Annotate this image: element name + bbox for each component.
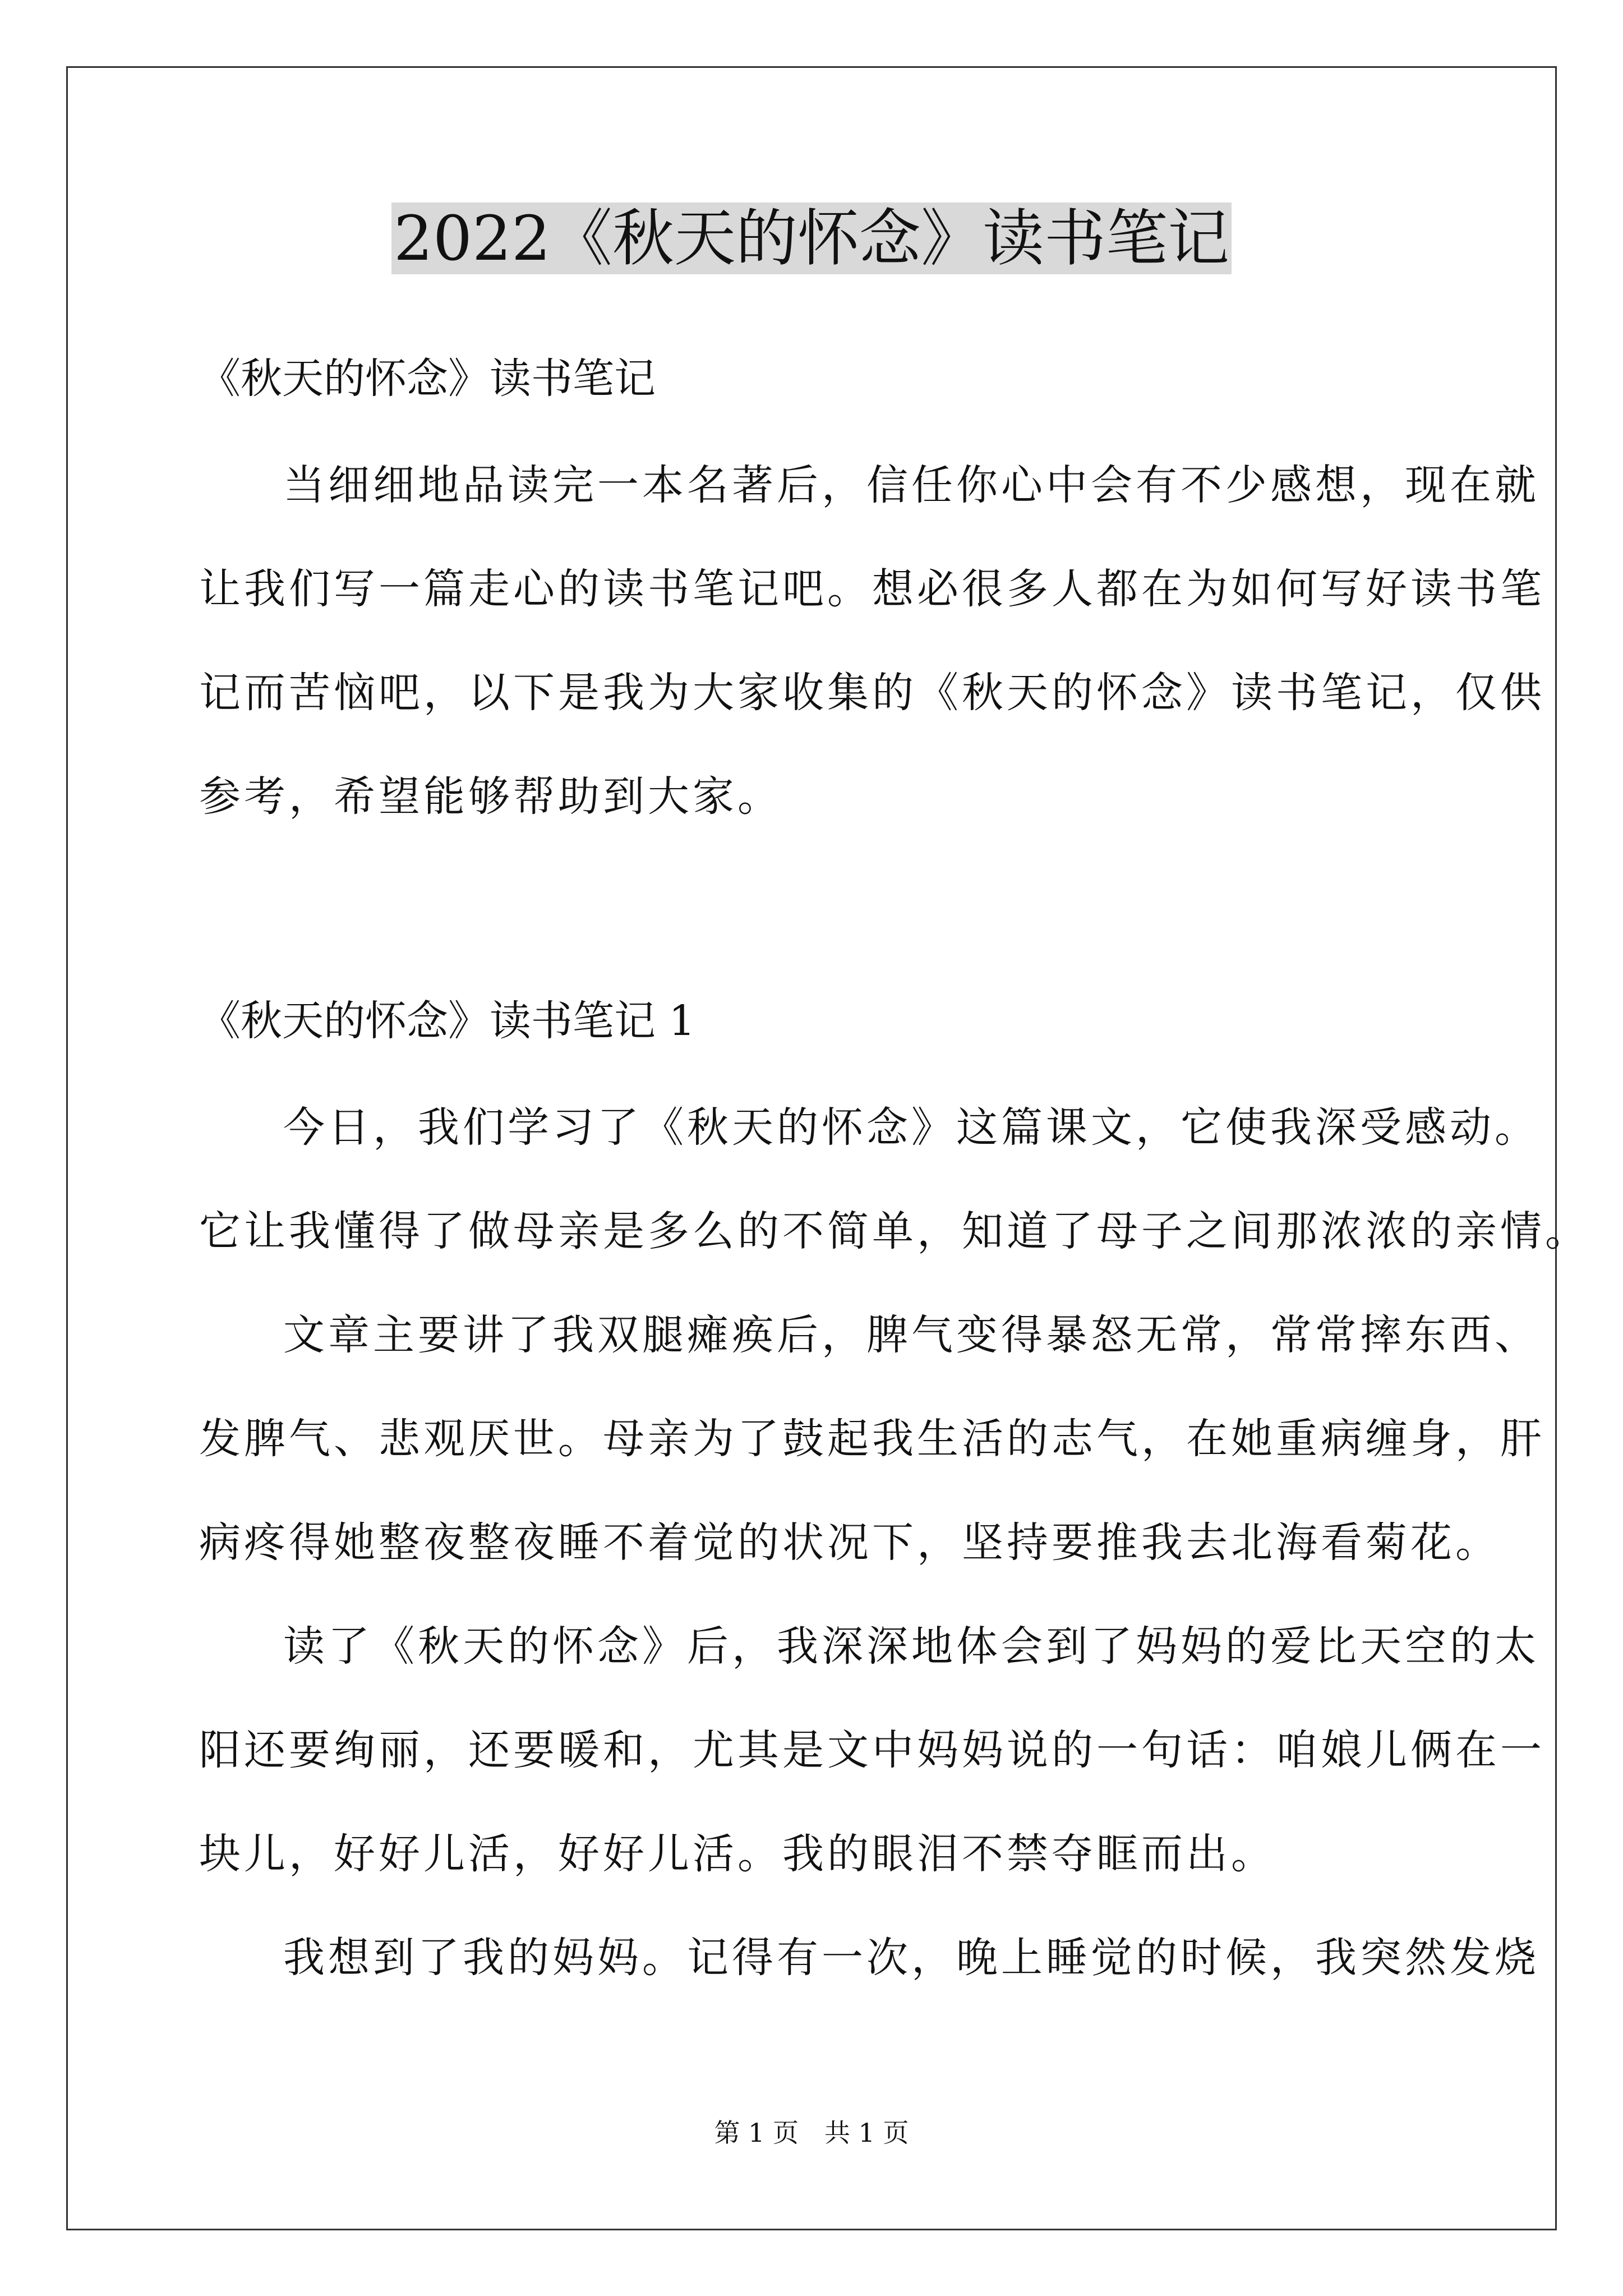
body-line: 发脾气、悲观厌世。母亲为了鼓起我生活的志气，在她重病缠身，肝 bbox=[199, 1415, 1545, 1463]
document-title bbox=[0, 199, 1623, 278]
intro-heading: 《秋天的怀念》读书笔记 bbox=[199, 355, 656, 403]
body-line: 它让我懂得了做母亲是多么的不简单，知道了母子之间那浓浓的亲情。 bbox=[199, 1207, 1590, 1255]
section-heading: 《秋天的怀念》读书笔记 1 bbox=[199, 997, 695, 1045]
body-line: 我想到了我的妈妈。记得有一次，晚上睡觉的时候，我突然发烧 bbox=[283, 1934, 1539, 1982]
page-number-footer: 第 1 页 共 1 页 bbox=[714, 2118, 909, 2148]
body-line: 病疼得她整夜整夜睡不着觉的状况下，坚持要推我去北海看菊花。 bbox=[199, 1519, 1500, 1567]
body-line: 今日，我们学习了《秋天的怀念》这篇课文，它使我深受感动。 bbox=[283, 1103, 1539, 1152]
intro-line: 参考，希望能够帮助到大家。 bbox=[199, 772, 782, 821]
body-line: 读了《秋天的怀念》后，我深深地体会到了妈妈的爱比天空的太 bbox=[283, 1622, 1539, 1671]
body-line: 块儿，好好儿活，好好儿活。我的眼泪不禁夺眶而出。 bbox=[199, 1830, 1276, 1878]
document-title-text: 2022《秋天的怀念》读书笔记 bbox=[391, 203, 1232, 274]
intro-line: 记而苦恼吧，以下是我为大家收集的《秋天的怀念》读书笔记，仅供 bbox=[199, 669, 1545, 717]
intro-line: 当细细地品读完一本名著后，信任你心中会有不少感想，现在就 bbox=[283, 461, 1539, 509]
body-line: 阳还要绚丽，还要暖和，尤其是文中妈妈说的一句话：咱娘儿俩在一 bbox=[199, 1726, 1545, 1774]
intro-line: 让我们写一篇走心的读书笔记吧。想必很多人都在为如何写好读书笔 bbox=[199, 565, 1545, 613]
body-line: 文章主要讲了我双腿瘫痪后，脾气变得暴怒无常，常常摔东西、 bbox=[283, 1311, 1539, 1359]
